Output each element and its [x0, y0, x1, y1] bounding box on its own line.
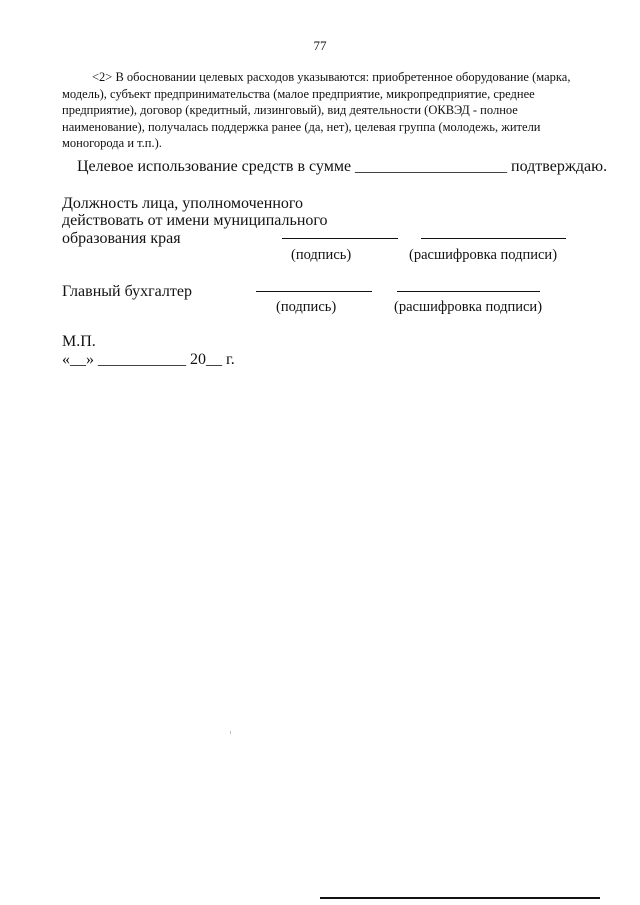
footnote-line: наименование), получалась поддержка ранее (да, нет), целевая группа (молодежь, жители [62, 119, 541, 134]
confirmation-suffix: подтверждаю. [511, 158, 608, 175]
official-position-line3: образования края [62, 230, 181, 247]
confirmation-prefix: Целевое использование средств в сумме [77, 158, 352, 175]
accountant-signature-label: (подпись) [276, 299, 337, 315]
footnote-line: предприятие), договор (кредитный, лизинговый), вид деятельности (ОКВЭД - полное [62, 103, 518, 117]
accountant-decode-line[interactable] [397, 291, 540, 292]
stamp-mark: М.П. [62, 333, 96, 350]
official-signature-label: (подпись) [291, 247, 352, 263]
scan-speck [230, 731, 231, 734]
official-decode-line[interactable] [421, 238, 566, 239]
footnote [62, 69, 599, 152]
footnote-line: модель), субъект предпринимательства (малое предприятие, микропредприятие, среднее [62, 86, 535, 101]
date-line: «__» ___________ 20__ г. [62, 351, 235, 368]
official-decode-label: (расшифровка подписи) [409, 247, 558, 263]
confirmation-line [77, 158, 607, 176]
accountant-signature-line[interactable] [256, 291, 372, 292]
page-number: 77 [313, 38, 327, 53]
official-position-line1: Должность лица, уполномоченного [62, 195, 304, 212]
accountant-decode-label: (расшифровка подписи) [394, 299, 543, 315]
official-signature-line[interactable] [282, 238, 398, 239]
footnote-line: <2> В обосновании целевых расходов указываются: приобретенное оборудование (марка, [92, 70, 571, 84]
amount-blank[interactable]: ___________________ [355, 158, 508, 175]
accountant-label: Главный бухгалтер [62, 283, 192, 300]
bottom-border-line [320, 897, 600, 899]
footnote-line: моногорода и т.п.). [62, 136, 162, 150]
official-position-line2: действовать от имени муниципального [62, 212, 328, 229]
